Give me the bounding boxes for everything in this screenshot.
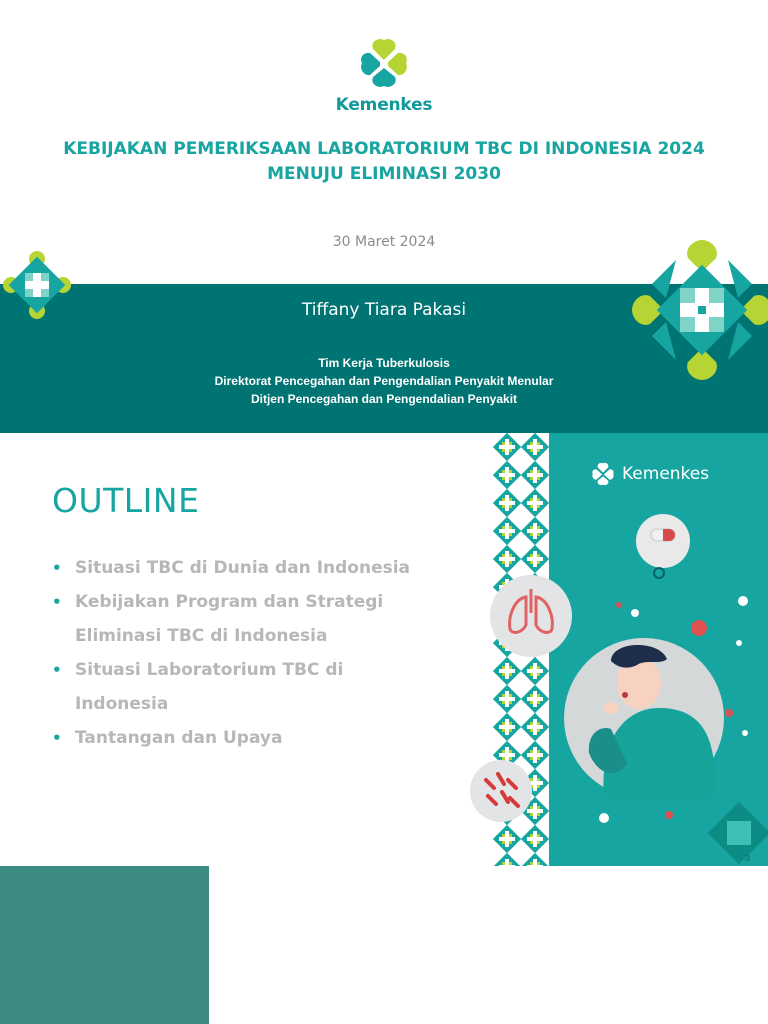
title-slide: [0, 0, 768, 433]
outline-item: • Situasi Laboratorium TBC di Indonesia: [52, 653, 412, 721]
presenter-name: Tiffany Tiara Pakasi: [301, 300, 467, 320]
outline-item: • Tantangan dan Upaya: [52, 721, 412, 755]
illustration-kemenkes-logo: [590, 461, 709, 487]
presentation-date: 30 Maret 2024: [332, 234, 436, 250]
outline-list: [52, 551, 412, 755]
left-batik-motif-icon: [2, 250, 72, 320]
next-slide-teal-block: [0, 866, 209, 1024]
illustration-logo-text: Kemenkes: [622, 464, 710, 484]
kemenkes-logo-text: Kemenkes: [335, 95, 433, 115]
affiliation-line-1: Tim Kerja Tuberkulosis: [318, 356, 450, 370]
kemenkes-logo: [334, 38, 434, 115]
affiliation-line-2: Direktorat Pencegahan dan Pengendalian Penyakit Menular: [214, 374, 554, 388]
bacteria-icon: [468, 758, 534, 824]
page-number: 3: [744, 853, 750, 863]
right-batik-motif-icon: [632, 240, 768, 380]
outline-item: • Kebijakan Program dan Strategi Eliminasi TBC di Indonesia: [52, 585, 412, 653]
slide-title-line-2: MENUJU ELIMINASI 2030: [267, 164, 501, 184]
outline-slide: [0, 433, 768, 866]
outline-item: • Situasi TBC di Dunia dan Indonesia: [52, 551, 412, 585]
health-illustration-panel: [549, 433, 768, 866]
affiliation-line-3: Ditjen Pencegahan dan Pengendalian Penyakit: [250, 392, 518, 406]
slide-title-line-1: KEBIJAKAN PEMERIKSAAN LABORATORIUM TBC DI INDONESIA 2024: [63, 139, 705, 159]
outline-heading: OUTLINE: [52, 481, 200, 520]
lungs-icon: [488, 573, 574, 659]
kemenkes-logo-icon: [356, 38, 412, 88]
coughing-person-illustration-icon: [549, 433, 768, 866]
kemenkes-white-logo-icon: [590, 461, 616, 487]
